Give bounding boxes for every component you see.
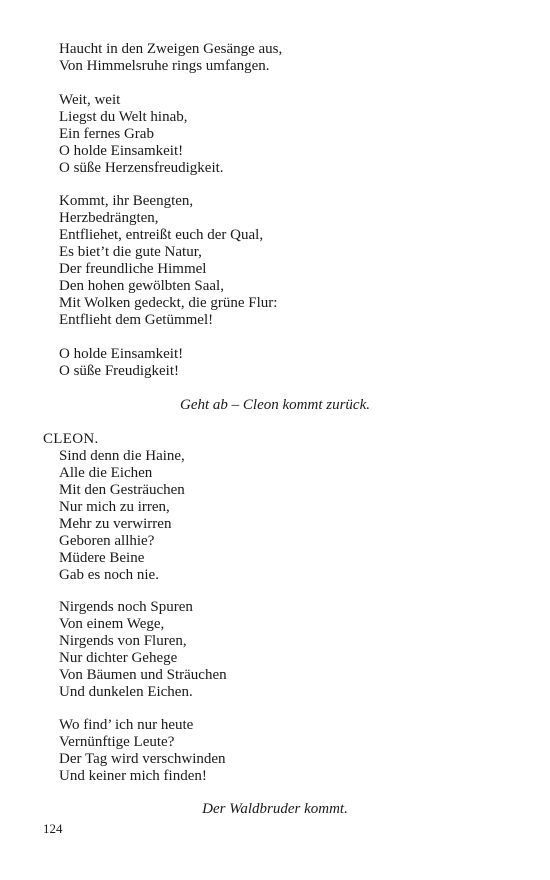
verse-line: Von einem Wege, <box>59 616 165 632</box>
verse-line: Mit den Gesträuchen <box>59 482 185 498</box>
verse-line: Von Himmelsruhe rings umfangen. <box>59 58 270 74</box>
verse-line: Nirgends von Fluren, <box>59 633 187 649</box>
verse-line: O holde Einsamkeit! <box>59 346 184 362</box>
verse-line: Nur mich zu irren, <box>59 499 170 515</box>
verse-line: Wo find’ ich nur heute <box>59 717 194 733</box>
verse-line: Der freundliche Himmel <box>59 261 207 277</box>
verse-line: Entflieht dem Getümmel! <box>59 312 214 328</box>
verse-line: Und keiner mich finden! <box>59 768 207 784</box>
verse-line: Ein fernes Grab <box>59 126 154 142</box>
verse-line: Es biet’t die gute Natur, <box>59 244 202 260</box>
verse-line: Von Bäumen und Sträuchen <box>59 667 227 683</box>
verse-line: O holde Einsamkeit! <box>59 143 184 159</box>
stage-direction: Geht ab – Cleon kommt zurück. <box>180 397 370 413</box>
verse-line: Entfliehet, entreißt euch der Qual, <box>59 227 264 243</box>
verse-line: Mit Wolken gedeckt, die grüne Flur: <box>59 295 278 311</box>
verse-line: Müdere Beine <box>59 550 145 566</box>
verse-line: Liegst du Welt hinab, <box>59 109 188 125</box>
verse-line: Und dunkelen Eichen. <box>59 684 193 700</box>
verse-line: Alle die Eichen <box>59 465 153 481</box>
stage-direction: Der Waldbruder kommt. <box>202 801 348 817</box>
page-number: 124 <box>43 821 63 836</box>
verse-line: Kommt, ihr Beengten, <box>59 193 194 209</box>
verse-line: O süße Herzensfreudigkeit. <box>59 160 224 176</box>
verse-line: Nirgends noch Spuren <box>59 599 193 615</box>
verse-line: Haucht in den Zweigen Gesänge aus, <box>59 41 283 57</box>
verse-line: Herzbedrängten, <box>59 210 159 226</box>
verse-line: Den hohen gewölbten Saal, <box>59 278 224 294</box>
verse-line: Weit, weit <box>59 92 121 108</box>
verse-line: Sind denn die Haine, <box>59 448 185 464</box>
verse-line: Vernünftige Leute? <box>59 734 175 750</box>
verse-line: Mehr zu verwirren <box>59 516 172 532</box>
verse-line: O süße Freudigkeit! <box>59 363 179 379</box>
speaker-name: CLEON. <box>43 431 99 447</box>
verse-line: Gab es noch nie. <box>59 567 159 583</box>
verse-line: Geboren allhie? <box>59 533 155 549</box>
verse-line: Nur dichter Gehege <box>59 650 178 666</box>
verse-line: Der Tag wird verschwinden <box>59 751 226 767</box>
